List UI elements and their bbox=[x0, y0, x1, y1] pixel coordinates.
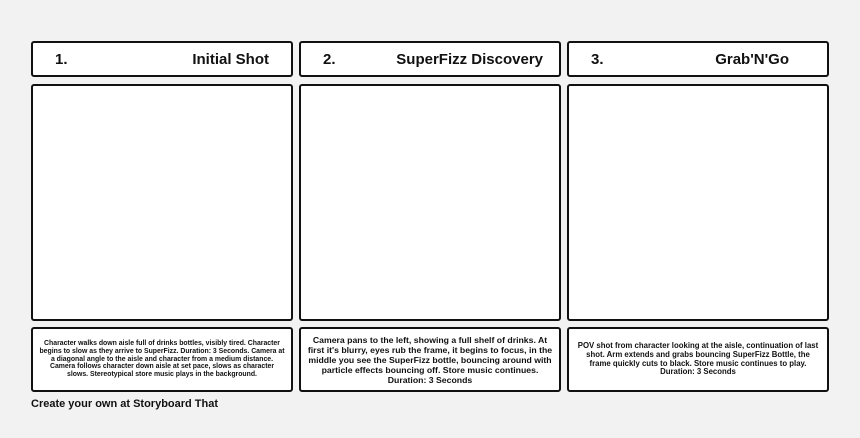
panel-3-description-box[interactable] bbox=[567, 327, 829, 392]
panel-2-description-box[interactable] bbox=[299, 327, 561, 392]
panel-3-title-box bbox=[567, 41, 829, 77]
panel-2-title: SuperFizz Discovery bbox=[396, 51, 543, 68]
panel-1-description-box[interactable] bbox=[31, 327, 293, 392]
panel-1-title-box bbox=[31, 41, 293, 77]
panel-1-number: 1. bbox=[55, 51, 68, 68]
panel-1-description: Character walks down aisle full of drinks bottles, visibly tired. Character begins to slow as they arrive to SuperFizz. Duration: 3 Seconds. Camera at a diagonal angle to the aisle and character from a medium distance. Camera follows character down aisle at set pace, slows as character slows. Stereotypical store music plays in the background. bbox=[39, 339, 285, 379]
panel-1-image-frame[interactable] bbox=[31, 84, 293, 321]
panel-3-image-frame[interactable] bbox=[567, 84, 829, 321]
panel-3-title: Grab'N'Go bbox=[715, 51, 789, 68]
panel-3-description: POV shot from character looking at the aisle, continuation of last shot. Arm extends and grabs bouncing SuperFizz Bottle, the frame quickly cuts to black. Store music continues to play. Duration: 3 Seconds bbox=[577, 340, 819, 377]
panel-2-title-box bbox=[299, 41, 561, 77]
panel-3-number: 3. bbox=[591, 51, 604, 68]
panel-1-title: Initial Shot bbox=[192, 51, 269, 68]
panel-2-number: 2. bbox=[323, 51, 336, 68]
panel-2-image-frame[interactable] bbox=[299, 84, 561, 321]
storyboard-that-footer-link[interactable]: Create your own at Storyboard That bbox=[31, 398, 219, 410]
panel-2-description: Camera pans to the left, showing a full shelf of drinks. At first it's blurry, eyes rub the frame, it begins to focus, in the middle you see the SuperFizz bottle, bouncing around with particle effects bouncing off. Store music continues. Duration: 3 Seconds bbox=[307, 334, 553, 385]
